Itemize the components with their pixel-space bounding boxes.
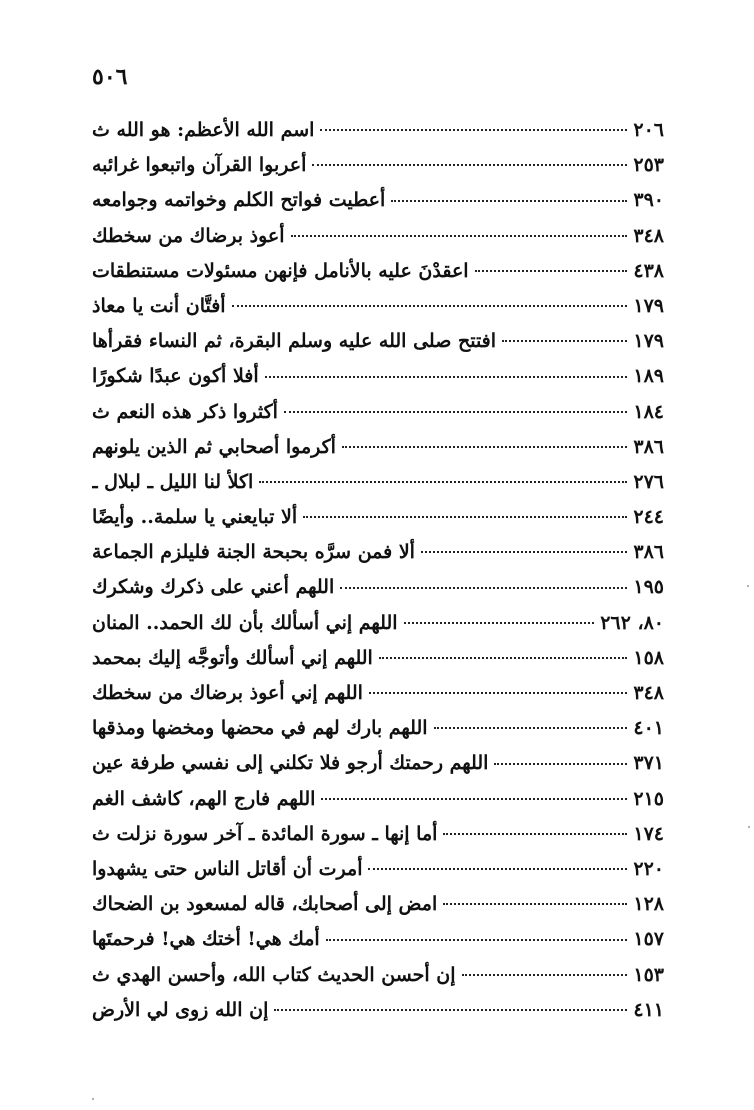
index-entry (92, 958, 664, 993)
index-entry (92, 324, 664, 359)
entry-text: ألا فمن سرَّه بحبحة الجنة فليلزم الجماعة (92, 541, 415, 564)
dot-leader (434, 727, 628, 729)
entry-text: أفتَّان أنت يا معاذ (92, 294, 226, 317)
index-entry (92, 148, 664, 183)
entry-text: اسم الله الأعظم: هو الله ث (92, 119, 315, 141)
entry-page: ١٢٨ (633, 893, 664, 916)
entry-text: اللهم إني أسألك بأن لك الحمد.. المنان (92, 611, 398, 634)
entry-page: ٢٢٠ (633, 857, 664, 880)
dot-leader (369, 692, 627, 694)
index-entry (92, 289, 664, 324)
dot-leader (259, 481, 627, 483)
entry-page: ١٥٣ (633, 963, 664, 986)
index-entry (92, 676, 664, 711)
entry-page: ١٥٨ (633, 646, 664, 669)
entry-page: ٢٥٣ (633, 154, 664, 177)
dot-leader (404, 622, 595, 624)
entry-page: ٣٤٨ (633, 682, 664, 704)
entry-text: اللهم فارج الهم، كاشف الغم (92, 787, 316, 810)
index-entry (92, 887, 664, 922)
index-entry (92, 430, 664, 465)
entry-text: أمك هي! أختك هي! فرحمتَها (92, 928, 320, 951)
index-entry (92, 359, 664, 394)
entry-text: اللهم إني أسألك وأتوجَّه إليك بمحمد (92, 646, 373, 669)
entry-page: ٣٩٠ (633, 189, 664, 212)
entry-text: أكثروا ذكر هذه النعم ث (92, 400, 278, 423)
entry-text: أعوذ برضاك من سخطك (92, 224, 285, 247)
entry-page: ٤٠١ (633, 717, 664, 740)
dot-leader (462, 974, 628, 976)
dot-leader (443, 833, 627, 835)
scan-speck (747, 585, 749, 587)
entry-page: ٨٠، ٢٦٢ (600, 611, 664, 634)
index-entry (92, 570, 664, 605)
dot-leader (340, 587, 627, 589)
entry-text: اعقدْنَ عليه بالأنامل فإنهن مسئولات مستنطقات (92, 259, 469, 282)
index-entry (92, 535, 664, 570)
dot-leader (342, 446, 627, 448)
index-entry (92, 183, 664, 218)
index-entry (92, 219, 664, 254)
entry-text: اللهم إني أعوذ برضاك من سخطك (92, 682, 363, 704)
entry-page: ١٥٧ (633, 928, 664, 951)
entry-page: ١٨٩ (633, 365, 664, 388)
index-entry (92, 606, 664, 641)
index-entry (92, 993, 664, 1028)
entry-text: اللهم رحمتك أرجو فلا تكلني إلى نفسي طرفة عين (92, 752, 489, 775)
entry-text: امض إلى أصحابك، قاله لمسعود بن الضحاك (92, 893, 438, 916)
index-entry (92, 395, 664, 430)
page-number: ٥٠٦ (92, 64, 128, 90)
index-entry (92, 465, 664, 500)
hadith-index-list (92, 113, 664, 1028)
entry-page: ٤٣٨ (633, 259, 664, 282)
dot-leader (494, 763, 627, 765)
scan-speck (92, 1098, 94, 1100)
entry-page: ٣٧١ (633, 752, 664, 775)
entry-text: إن أحسن الحديث كتاب الله، وأحسن الهدي ث (92, 963, 456, 986)
entry-text: اكلأ لنا الليل ـ لبلال ـ (92, 470, 254, 493)
dot-leader (421, 551, 627, 553)
index-entry (92, 641, 664, 676)
index-entry (92, 782, 664, 817)
entry-text: اللهم بارك لهم في محضها ومخضها ومذقها (92, 717, 428, 740)
entry-text: إن الله زوى لي الأرض (92, 998, 269, 1021)
entry-text: أعطيت فواتح الكلم وخواتمه وجوامعه (92, 189, 386, 212)
dot-leader (291, 235, 628, 237)
entry-text: أما إنها ـ سورة المائدة ـ آخر سورة نزلت ث (92, 822, 438, 845)
entry-page: ١٧٤ (633, 822, 664, 845)
entry-text: ألا تبايعني يا سلمة.. وأيضًا (92, 506, 298, 529)
index-entry (92, 746, 664, 781)
entry-page: ٢٤٤ (633, 506, 664, 529)
index-entry (92, 852, 664, 887)
entry-page: ١٩٥ (633, 576, 664, 599)
index-entry (92, 500, 664, 535)
scan-speck (748, 826, 750, 828)
entry-page: ٣٤٨ (633, 224, 664, 247)
dot-leader (232, 305, 628, 307)
index-entry (92, 922, 664, 957)
dot-leader (326, 939, 628, 941)
dot-leader (379, 657, 628, 659)
entry-page: ١٧٩ (633, 330, 664, 353)
entry-page: ٢٧٦ (633, 470, 664, 493)
dot-leader (321, 798, 627, 800)
dot-leader (274, 1009, 627, 1011)
dot-leader (391, 200, 627, 202)
dot-leader (303, 516, 627, 518)
dot-leader (320, 129, 627, 131)
entry-text: أمرت أن أقاتل الناس حتى يشهدوا (92, 857, 363, 880)
entry-text: اللهم أعني على ذكرك وشكرك (92, 576, 335, 599)
index-entry (92, 254, 664, 289)
entry-page: ٤١١ (633, 998, 664, 1021)
entry-page: ٢٠٦ (633, 119, 664, 141)
entry-text: أعربوا القرآن واتبعوا غرائبه (92, 154, 307, 177)
entry-text: أكرموا أصحابي ثم الذين يلونهم (92, 435, 336, 458)
entry-text: أفلا أكون عبدًا شكورًا (92, 365, 259, 388)
index-entry (92, 113, 664, 148)
dot-leader (312, 164, 627, 166)
entry-page: ١٨٤ (633, 400, 664, 423)
dot-leader (502, 340, 627, 342)
dot-leader (475, 270, 628, 272)
entry-page: ١٧٩ (633, 294, 664, 317)
dot-leader (265, 376, 628, 378)
index-entry (92, 711, 664, 746)
dot-leader (284, 411, 627, 413)
index-entry (92, 817, 664, 852)
entry-text: افتتح صلى الله عليه وسلم البقرة، ثم النساء فقرأها (92, 330, 497, 353)
entry-page: ٣٨٦ (633, 541, 664, 564)
dot-leader (368, 868, 627, 870)
dot-leader (443, 903, 627, 905)
entry-page: ٢١٥ (633, 787, 664, 810)
entry-page: ٣٨٦ (633, 435, 664, 458)
